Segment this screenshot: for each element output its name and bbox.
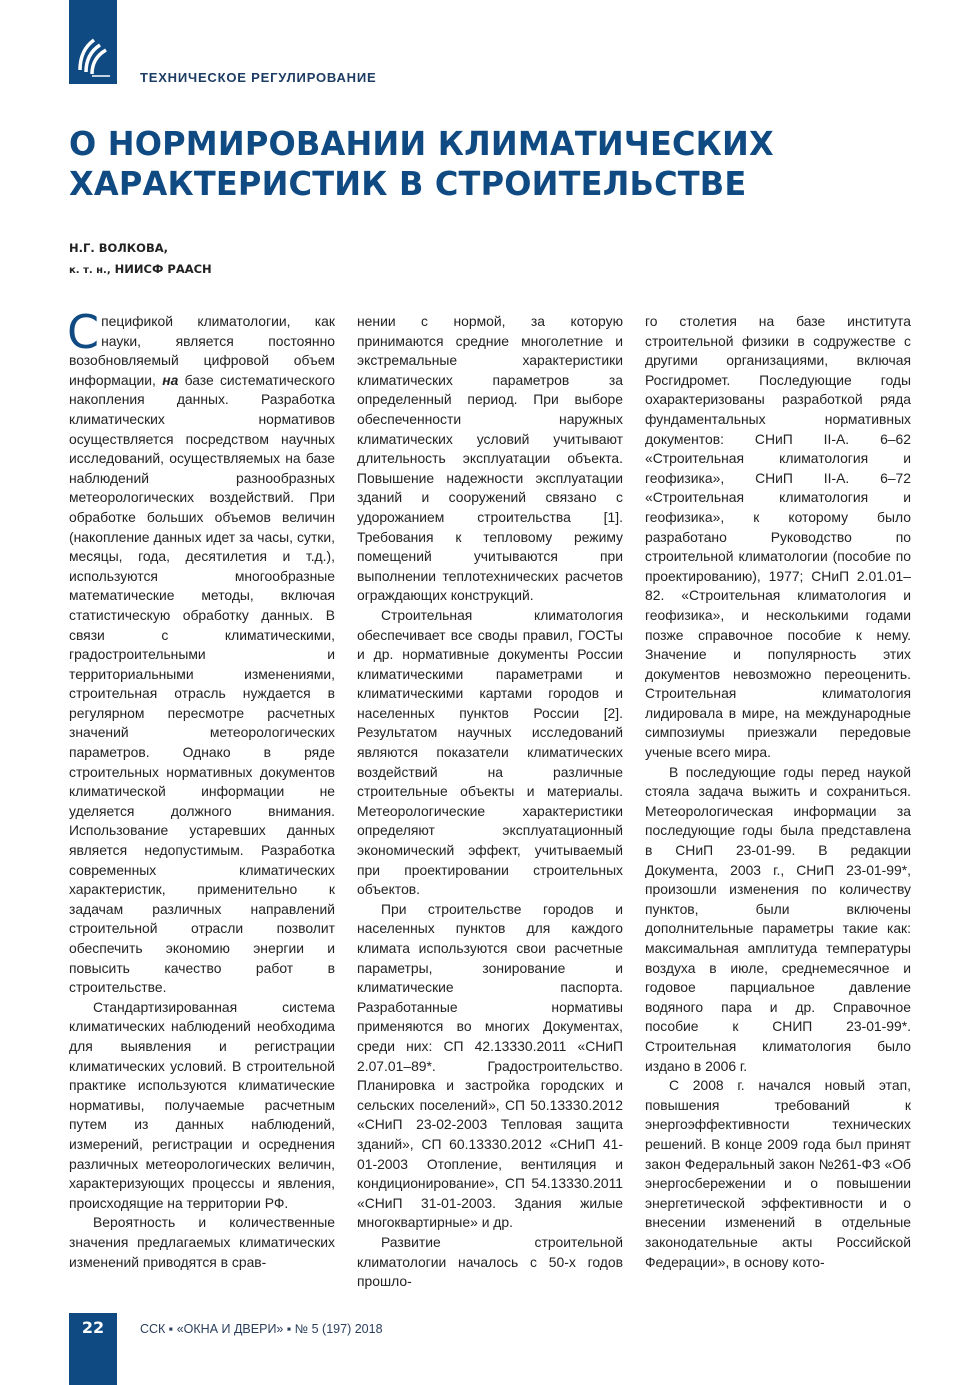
article-body bbox=[67, 305, 911, 1290]
author-name: Н.Г. ВОЛКОВА, bbox=[69, 241, 168, 255]
paragraph: С 2008 г. начался новый этап, повышения требований к энергоэффективности технических решений. В конце 2009 года был принят закон Федеральный закон №261-ФЗ «Об энергосбережении и о повышении энергетической эффективности и о внесении изменений в отдельные законодательные акты Российской Федерации», в основу кото- bbox=[645, 1077, 911, 1270]
paragraph: Вероятность и количественные значения предлагаемых климатических изменений приводятся в срав- bbox=[69, 1214, 335, 1270]
column-3 bbox=[645, 312, 911, 1272]
article-title: О НОРМИРОВАНИИ КЛИМАТИЧЕСКИХ ХАРАКТЕРИСТИК В СТРОИТЕЛЬСТВЕ bbox=[69, 124, 774, 203]
publication-info: ССК ▪ «ОКНА И ДВЕРИ» ▪ № 5 (197) 2018 bbox=[140, 1322, 383, 1336]
magazine-logo-icon bbox=[76, 36, 112, 78]
column-2 bbox=[357, 312, 623, 1292]
paragraph: нении с нормой, за которую принимаются средние многолетние и экстремальные характеристики климатических параметров за определенный период. При выборе обеспеченности наружных климатических условий учитывают длительность эксплуатации объекта. Повышение надежности эксплуатации зданий и сооружений связано с удорожанием строительства [1]. Требования к тепловому режиму помещений учитываются при выполнении теплотехнических расчетов ограждающих конструкций. bbox=[357, 313, 623, 604]
page-number: 22 bbox=[81, 1318, 105, 1337]
paragraph: Развитие строительной климатологии началось с 50-х годов прошло- bbox=[357, 1233, 623, 1290]
emphasis: на bbox=[162, 371, 179, 388]
paragraph: Строительная климатология обеспечивает все своды правил, ГОСТы и др. нормативные документы России климатическими параметрами и климатическими картами городов и населенных пунктов России [2]. Результатом научных исследований являются показатели климатических воздействий на различные строительные объекты и материалы. Метеорологические характеристики определяют эксплуатационный экономический эффект, учитываемый при проектировании строительных объектов. bbox=[357, 606, 623, 898]
column-1 bbox=[67, 305, 336, 1272]
paragraph: Спецификой климатологии, как науки, является постоянно возобновляемый цифровой объем информации, на базе систематического накопления данных. Разработка климатических нормативов осуществляется посредством научных исследований, осуществляемых на базе наблюдений разнообразных метеорологических воздействий. При обработке больших объемов величин (накопление данных идет за часы, сутки, месяцы, года, десятилетия и т.д.), используются многообразные математические методы, включая статистическую обработку данных. В связи с климатическими, градостроительными и территориальными изменениями, строительная отрасль нуждается в регулярном пересмотре расчетных значений метеорологических параметров. Однако в ряде строительных нормативных документов климатической информации не уделяется должного внимания. Использование устаревших данных является недопустимым. Разработка современных климатических характеристик, применительно к задачам различных направлений строительной отрасли позволит обеспечить экономию энергии и повысить качество работ в строительстве. bbox=[67, 305, 336, 996]
author-block bbox=[69, 238, 212, 281]
author-organization: НИИСФ РААСН bbox=[114, 262, 212, 276]
paragraph: В последующие годы перед наукой стояла задача выжить и сохраниться. Метеорологическая информации за последующие годы была представлена в СНиП 23-01-99. В редакции Документа, 2003 г., СНиП 23-01-99*, произошли изменения по количеству пунктов, были включены дополнительные параметры такие как: максимальная амплитуда температуры воздуха в июле, среднемесячное и годовое парциальное давление водяного пара и др. Справочное пособие к СНИП 23-01-99*. Строительная климатология было издано в 2006 г. bbox=[645, 763, 911, 1074]
paragraph: го столетия на базе института строительной физики в содружестве с другими организациями, включая Росгидромет. Последующие годы охарактеризованы разработкой ряда фундаментальных нормативных документов: СНиП II-А. 6–62 «Строительная климатология и геофизика», СНиП II-А. 6–72 «Строительная климатология и геофизика», к которому было разработано Руководство по строительной климатологии (пособие по проектированию), 1977; СНиП 2.01.01–82. «Строительная климатология и геофизика», и несколькими годами позже справочное пособие к нему. Значение и популярность этих документов невозможно переоценить. Строительная климатология лидировала в мире, на международные симпозиумы приезжали передовые ученые всего мира. bbox=[645, 313, 911, 761]
paragraph: Стандартизированная система климатических наблюдений необходима для выявления и регистрации климатических условий. В строительной практике используются климатические нормативы, получаемые расчетным путем из данных наблюдений, измерений, регистрации и осреднения различных метеорологических величин, характеризующих процессы и явления, происходящие на территории РФ. bbox=[69, 998, 335, 1211]
section-label: ТЕХНИЧЕСКОЕ РЕГУЛИРОВАНИЕ bbox=[140, 70, 377, 85]
author-affiliation bbox=[69, 259, 212, 281]
paragraph: При строительстве городов и населенных пунктов для каждого климата используются свои расчетные параметры, зонирование и климатические паспорта. Разработанные нормативы применяются во многих Документах, среди них: СП 42.13330.2011 «СНиП 2.07.01–89*. Градостроительство. Планировка и застройка городских и сельских поселений», СП 50.13330.2012 «СНиП 23-02-2003 Тепловая защита зданий», СП 60.13330.2012 «СНиП 41-01-2003 Отопление, вентиляция и кондиционирование», СП 54.13330.2011 «СНиП 31-01-2003. Здания жилые многоквартирные» и др. bbox=[357, 900, 623, 1231]
author-degree: к. т. н., bbox=[69, 265, 111, 276]
drop-cap: С bbox=[67, 305, 100, 359]
